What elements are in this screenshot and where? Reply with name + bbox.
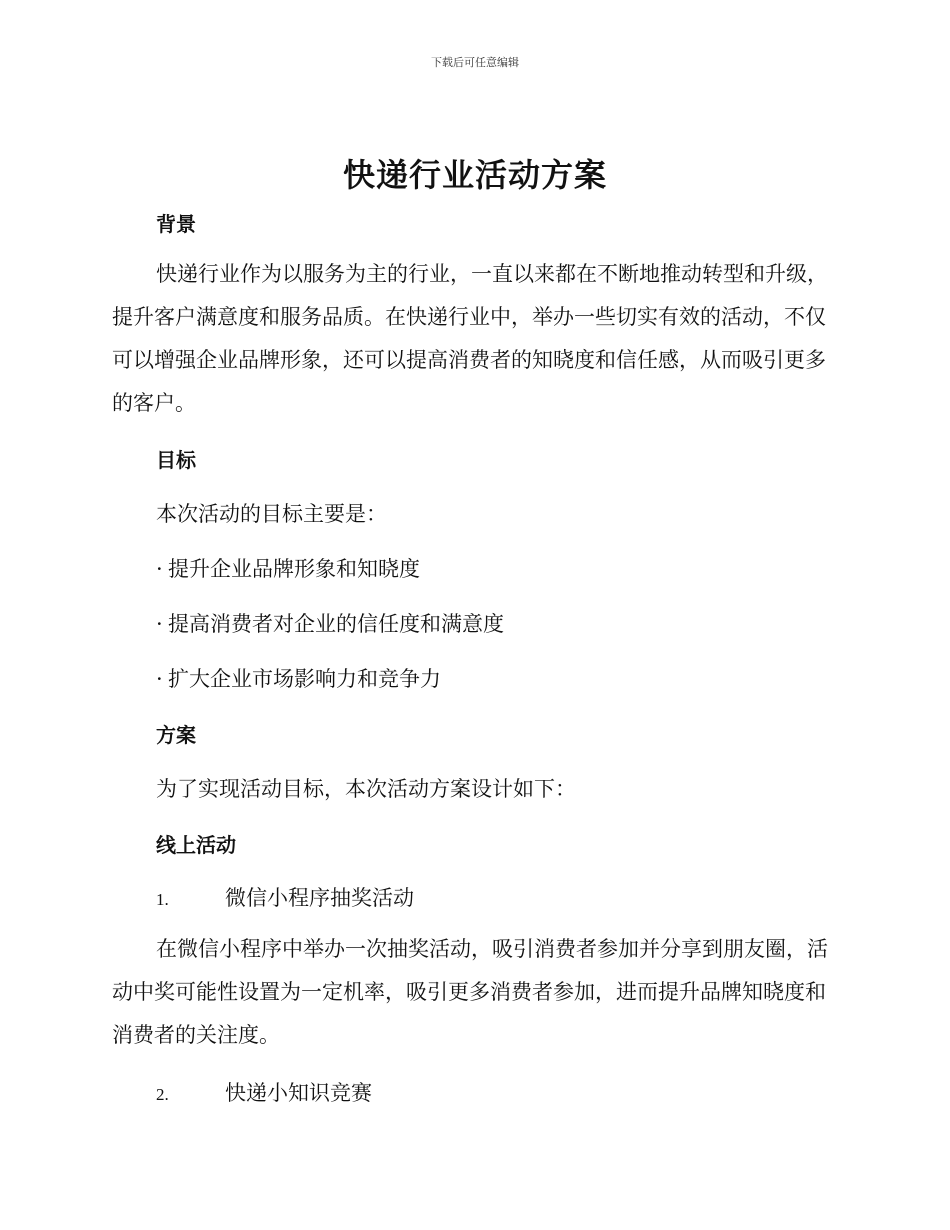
goal-bullet-text: 提升企业品牌形象和知晓度 (168, 557, 420, 581)
section-heading-background: 背景 (156, 212, 196, 236)
goal-bullet-text: 扩大企业市场影响力和竞争力 (168, 667, 441, 691)
section-heading-online: 线上活动 (156, 833, 236, 857)
section-heading-goals: 目标 (156, 448, 196, 472)
bullet-dot-icon: · (156, 557, 163, 581)
bullet-dot-icon: · (156, 612, 163, 636)
goal-bullet-item (156, 663, 441, 693)
plan-intro: 为了实现活动目标，本次活动方案设计如下： (156, 777, 576, 801)
item-number: 1. (156, 890, 169, 909)
header-note: 下载后可任意编辑 (431, 56, 519, 69)
background-paragraph: 快递行业作为以服务为主的行业，一直以来都在不断地推动转型和升级，提升客户满意度和服务品质。在快递行业中，举办一些切实有效的活动，不仅可以增强企业品牌形象，还可以提高消费者的知晓度和信任感，从而吸引更多的客户。 (112, 262, 828, 415)
goals-intro: 本次活动的目标主要是： (156, 502, 387, 526)
document-title: 快递行业活动方案 (342, 156, 607, 194)
item-number: 2. (156, 1085, 169, 1104)
goal-bullet-text: 提高消费者对企业的信任度和满意度 (168, 612, 504, 636)
numbered-item (156, 1077, 372, 1107)
goal-bullet-item (156, 553, 420, 583)
goal-bullet-item (156, 608, 504, 638)
numbered-item (156, 882, 414, 912)
section-heading-plan: 方案 (156, 723, 196, 747)
item-label: 快递小知识竞赛 (225, 1081, 372, 1105)
online-item-paragraph: 在微信小程序中举办一次抽奖活动，吸引消费者参加并分享到朋友圈，活动中奖可能性设置为一定机率，吸引更多消费者参加，进而提升品牌知晓度和消费者的关注度。 (112, 937, 828, 1047)
bullet-dot-icon: · (156, 667, 163, 691)
item-label: 微信小程序抽奖活动 (225, 886, 414, 910)
